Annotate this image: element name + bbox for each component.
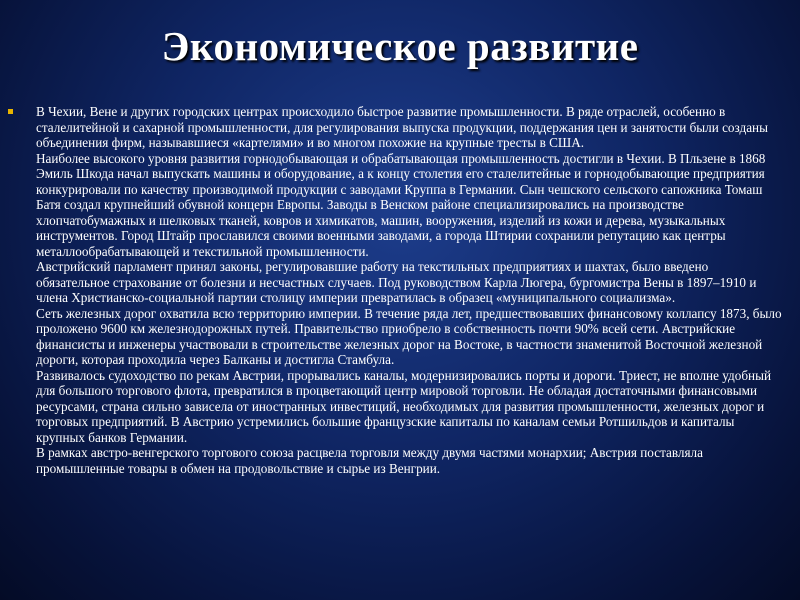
body-text xyxy=(36,104,782,476)
bullet-icon xyxy=(8,109,13,114)
paragraph-trade-union: В рамках австро-венгерского торгового союза расцвела торговля между двумя частями монархии; Австрия поставляла промышленные товары в обмен на продовольствие и сырье из Венгрии. xyxy=(36,445,703,476)
paragraph-labor-laws: Австрийский парламент принял законы, регулировавшие работу на текстильных предприятиях и шахтах, было введено обязательное страхование от болезни и несчастных случаев. Под руководством Карла Люгера, бургомистра Вены в 1897–1910 и члена Христианско-социальной партии столицу империи превратилась в образец «муниципального социализма». xyxy=(36,259,757,305)
slide-title: Экономическое развитие xyxy=(161,23,639,69)
paragraph-industry-growth: В Чехии, Вене и других городских центрах происходило быстрое развитие промышленности. В ряде отраслей, особенно в сталелитейной и сахарной промышленности, для регулирования выпуска продукции, поддержания цен и занятости были созданы объединения фирм, называвшиеся «картелями» и во многом похожие на крупные тресты в США. xyxy=(36,104,768,150)
paragraph-bohemia-industry: Наиболее высокого уровня развития горнодобывающая и обрабатывающая промышленность достигли в Чехии. В Пльзене в 1868 Эмиль Шкода начал выпускать машины и оборудование, а к концу столетия его сталелитейные и горнодобывающие предприятия конкурировали по качеству производимой продукции с заводами Круппа в Германии. Сын чешского сельского сапожника Томаш Батя создал крупнейший обувной концерн Европы. Заводы в Венском районе специализировались на производстве хлопчатобумажных и шелковых тканей, ковров и химикатов, машин, вооружения, изделий из кожи и дерева, музыкальных инструментов. Город Штайр прославился своими военными заводами, а города Штирии сохранили репутацию как центры металлообрабатывающей и текстильной промышленности. xyxy=(36,150,766,259)
paragraph-shipping-finance: Развивалось судоходство по рекам Австрии, прорывались каналы, модернизировались порты и дороги. Триест, не вполне удобный для большого торгового флота, превратился в процветающий центр мировой торговли. Не обладая достаточными финансовыми ресурсами, страна сильно зависела от иностранных инвестиций, необходимых для развития промышленности, железных дорог и торговых предприятий. В Австрию устремились большие французские капиталы по каналам семьи Ротшильдов и капиталы крупных банков Германии. xyxy=(36,367,771,445)
slide-content xyxy=(8,104,788,476)
paragraph-railways: Сеть железных дорог охватила всю территорию империи. В течение ряда лет, предшествовавших финансовому коллапсу 1873, было проложено 9600 км железнодорожных путей. Правительство приобрело в собственность почти 90% всей сети. Австрийские финансисты и инженеры участвовали в строительстве железных дорог на Востоке, в частности знаменитой Восточной железной дороги, которая проходила через Балканы и достигла Стамбула. xyxy=(36,305,782,367)
